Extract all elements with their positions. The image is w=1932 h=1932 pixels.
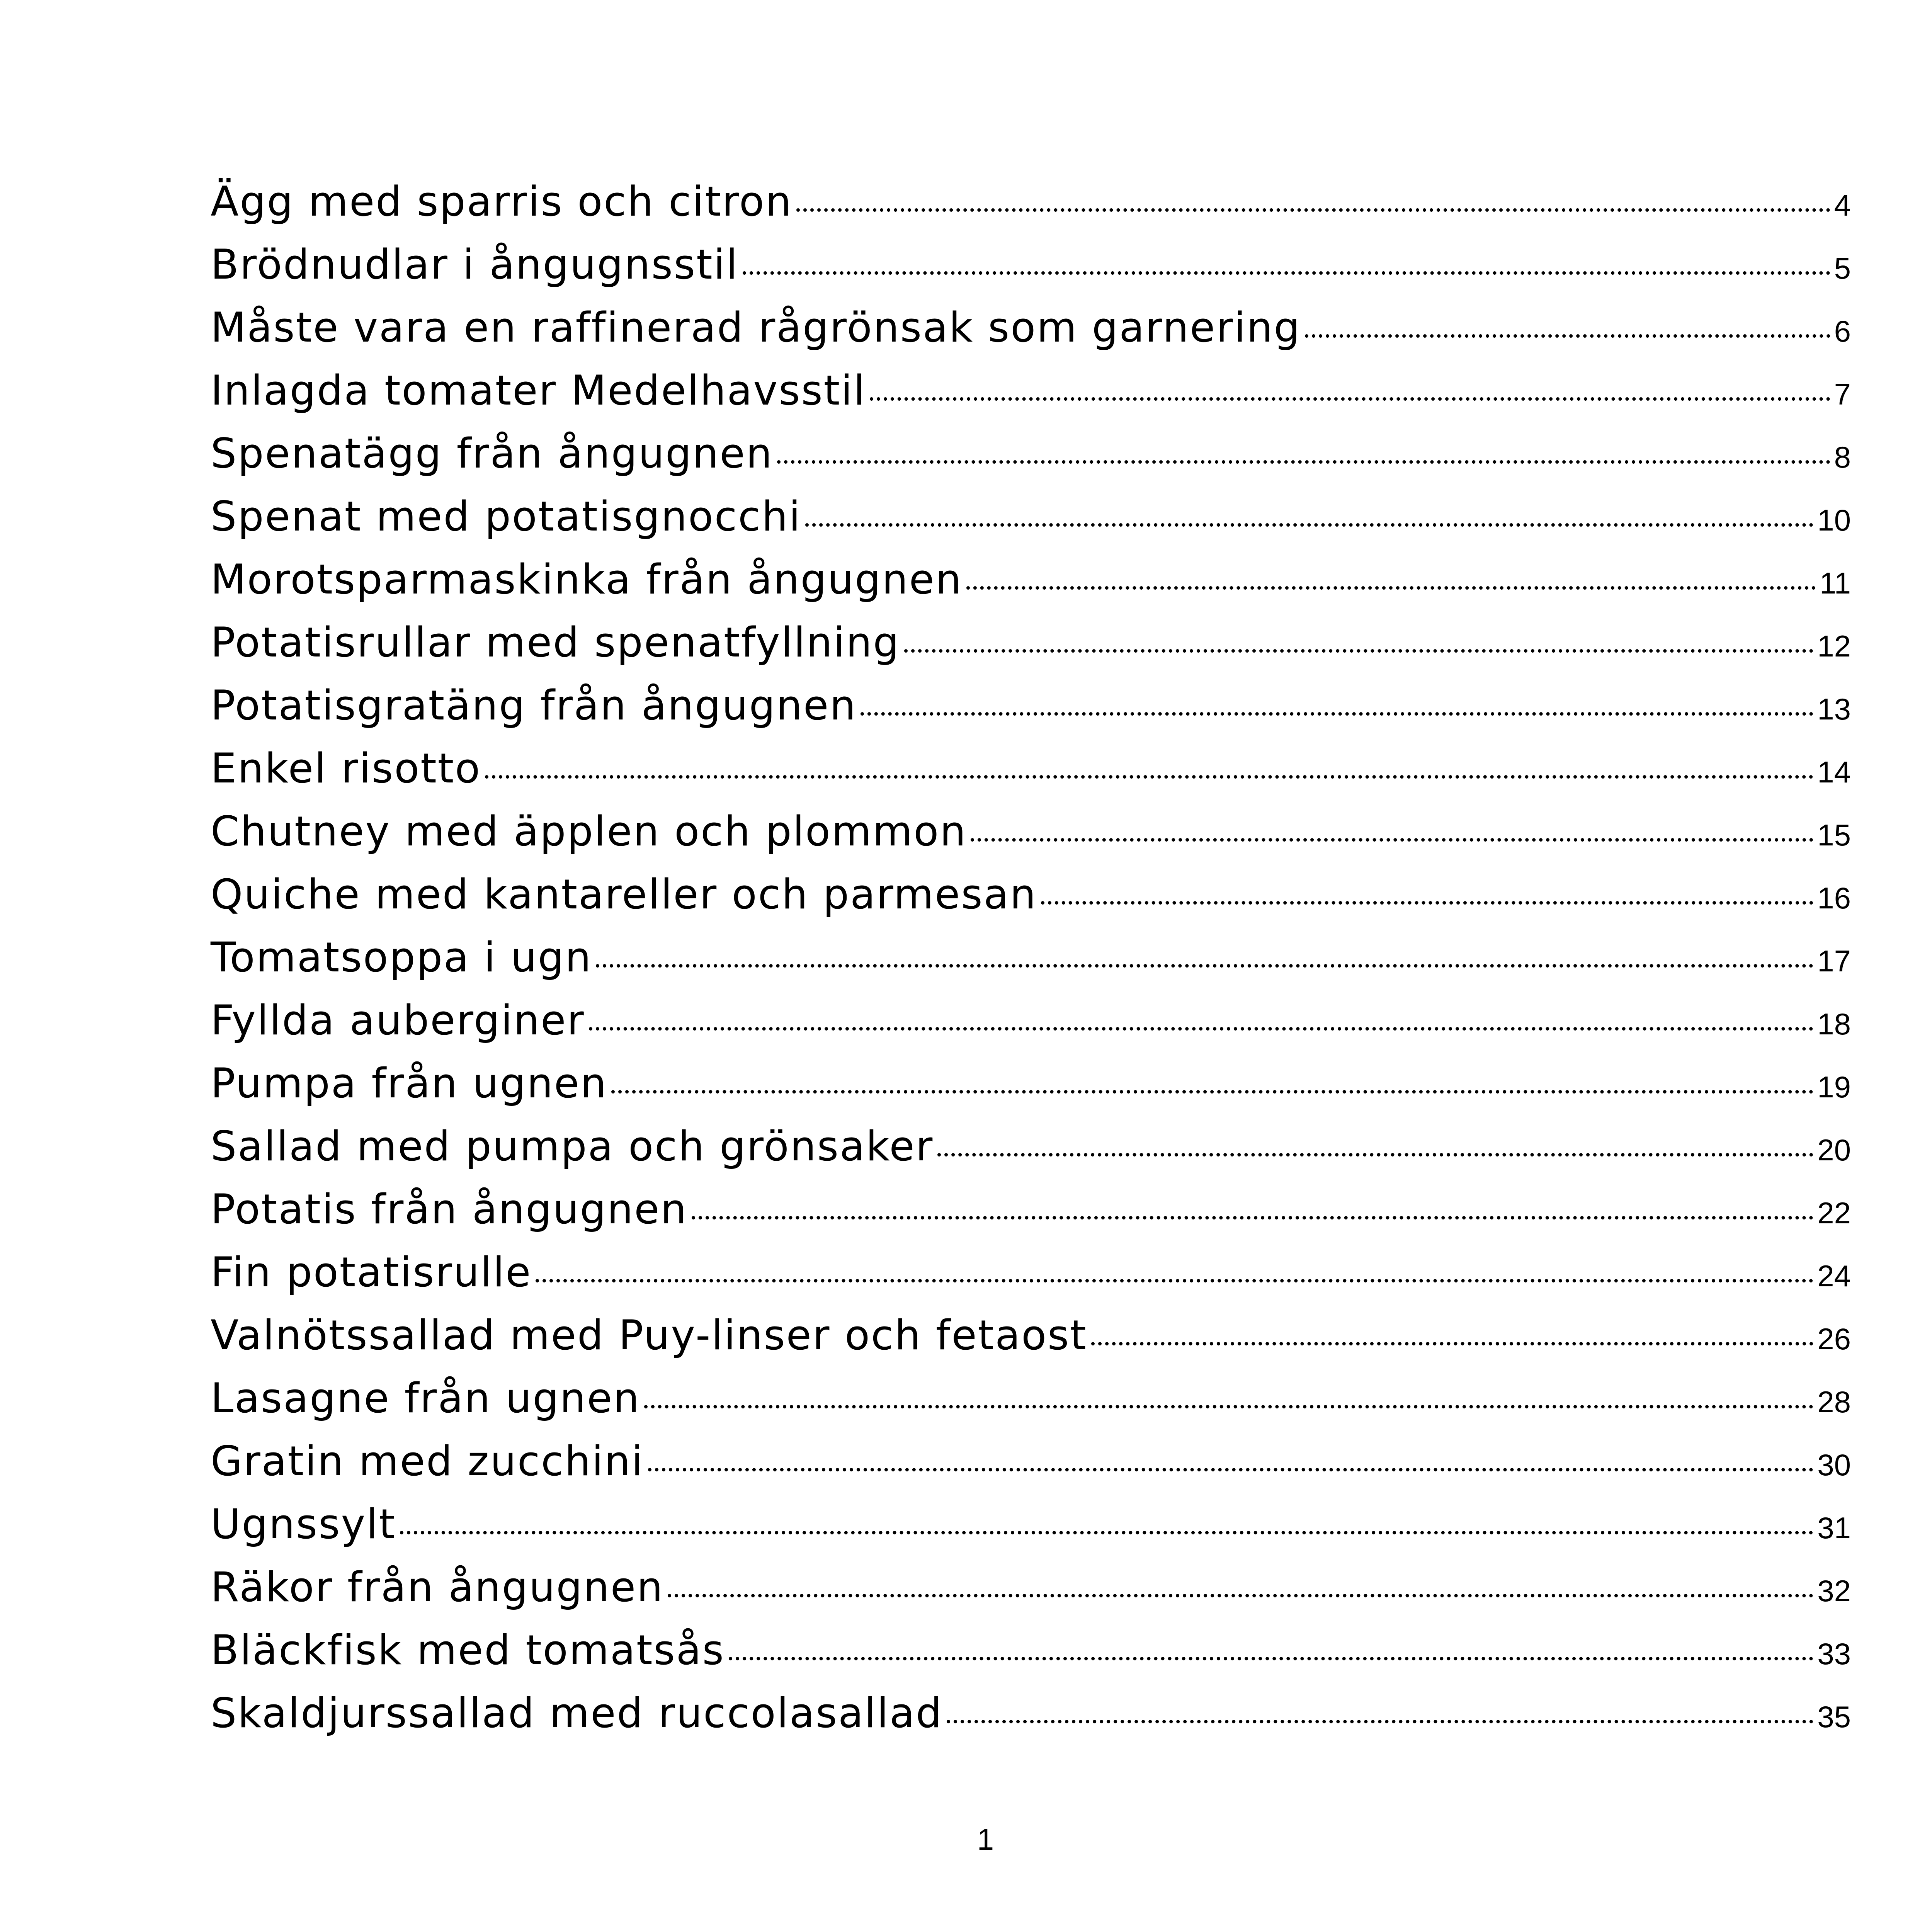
toc-entry-title: Morotsparmaskinka från ångugnen: [211, 556, 963, 603]
toc-entry-page-number: 17: [1817, 944, 1851, 978]
toc-entry-title: Enkel risotto: [211, 745, 481, 792]
toc-dot-leader: [947, 1720, 1813, 1723]
toc-dot-leader: [485, 775, 1813, 779]
toc-entry-page-number: 35: [1817, 1700, 1851, 1734]
toc-entry[interactable]: [211, 1311, 1851, 1374]
toc-entry-title: Quiche med kantareller och parmesan: [211, 871, 1037, 918]
toc-entry[interactable]: [211, 871, 1851, 934]
toc-entry[interactable]: [211, 1563, 1851, 1626]
toc-entry-title: Potatisgratäng från ångugnen: [211, 682, 857, 729]
toc-dot-leader: [904, 649, 1814, 653]
toc-dot-leader: [536, 1279, 1813, 1282]
toc-entry[interactable]: [211, 1500, 1851, 1563]
toc-entry[interactable]: [211, 493, 1851, 556]
toc-entry[interactable]: [211, 1437, 1851, 1500]
toc-entry-page-number: 16: [1817, 881, 1851, 915]
toc-entry-page-number: 11: [1820, 566, 1851, 600]
toc-dot-leader: [805, 523, 1813, 527]
toc-entry-title: Gratin med zucchini: [211, 1437, 644, 1485]
toc-entry-page-number: 24: [1817, 1259, 1851, 1293]
toc-entry[interactable]: [211, 619, 1851, 682]
toc-entry-page-number: 12: [1817, 629, 1851, 663]
toc-dot-leader: [729, 1657, 1813, 1660]
toc-entry-title: Potatis från ångugnen: [211, 1185, 688, 1233]
toc-dot-leader: [861, 712, 1813, 716]
toc-entry-page-number: 30: [1817, 1448, 1851, 1482]
toc-entry-page-number: 6: [1834, 314, 1851, 348]
toc-entry[interactable]: [211, 430, 1851, 493]
page-number: 1: [977, 1822, 994, 1856]
toc-entry[interactable]: [211, 241, 1851, 304]
toc-dot-leader: [611, 1090, 1813, 1094]
toc-entry[interactable]: [211, 1689, 1851, 1752]
toc-entry-page-number: 10: [1817, 503, 1851, 537]
toc-entry-page-number: 26: [1817, 1322, 1851, 1356]
toc-entry-page-number: 33: [1817, 1637, 1851, 1671]
toc-entry-page-number: 14: [1817, 755, 1851, 789]
toc-entry-title: Sallad med pumpa och grönsaker: [211, 1122, 934, 1170]
toc-dot-leader: [400, 1531, 1813, 1534]
toc-entry-title: Måste vara en raffinerad rågrönsak som garnering: [211, 304, 1301, 351]
toc-entry[interactable]: [211, 745, 1851, 808]
toc-dot-leader: [1041, 901, 1814, 905]
toc-dot-leader: [796, 208, 1830, 212]
toc-dot-leader: [777, 460, 1830, 464]
toc-entry-title: Potatisrullar med spenatfyllning: [211, 619, 900, 666]
toc-dot-leader: [870, 397, 1830, 401]
toc-entry-page-number: 5: [1834, 251, 1851, 285]
toc-dot-leader: [743, 271, 1830, 275]
toc-entry[interactable]: [211, 367, 1851, 430]
toc-entry-page-number: 13: [1817, 692, 1851, 726]
toc-entry-page-number: 32: [1817, 1574, 1851, 1608]
toc-entry-title: Brödnudlar i ångugnsstil: [211, 241, 739, 288]
toc-entry-title: Räkor från ångugnen: [211, 1563, 664, 1611]
toc-entry-title: Inlagda tomater Medelhavsstil: [211, 367, 866, 414]
toc-entry[interactable]: [211, 808, 1851, 871]
toc-dot-leader: [668, 1594, 1813, 1597]
toc-entry[interactable]: [211, 304, 1851, 367]
toc-entry-title: Bläckfisk med tomatsås: [211, 1626, 725, 1674]
toc-entry-title: Skaldjurssallad med ruccolasallad: [211, 1689, 943, 1737]
toc-dot-leader: [692, 1216, 1814, 1219]
toc-entry[interactable]: [211, 1374, 1851, 1437]
toc-dot-leader: [596, 964, 1813, 968]
toc-entry-title: Spenat med potatisgnocchi: [211, 493, 802, 540]
toc-entry[interactable]: [211, 682, 1851, 745]
toc-entry[interactable]: [211, 1185, 1851, 1248]
toc-dot-leader: [971, 838, 1813, 842]
table-of-contents: [211, 178, 1851, 1752]
toc-entry-page-number: 20: [1817, 1133, 1851, 1167]
toc-entry[interactable]: [211, 1060, 1851, 1122]
toc-entry[interactable]: [211, 178, 1851, 241]
toc-entry-title: Lasagne från ugnen: [211, 1374, 641, 1422]
toc-entry-title: Fin potatisrulle: [211, 1248, 532, 1296]
toc-entry-page-number: 31: [1817, 1511, 1851, 1545]
toc-entry[interactable]: [211, 1626, 1851, 1689]
toc-entry-title: Ägg med sparris och citron: [211, 178, 793, 225]
toc-entry-title: Fyllda auberginer: [211, 997, 585, 1044]
toc-dot-leader: [589, 1027, 1813, 1031]
toc-dot-leader: [644, 1405, 1813, 1408]
toc-entry-title: Tomatsoppa i ugn: [211, 934, 592, 981]
toc-dot-leader: [937, 1153, 1813, 1156]
toc-entry-page-number: 18: [1817, 1007, 1851, 1041]
toc-entry-page-number: 15: [1817, 818, 1851, 852]
toc-entry[interactable]: [211, 997, 1851, 1060]
toc-entry-page-number: 19: [1817, 1070, 1851, 1104]
toc-entry-title: Spenatägg från ångugnen: [211, 430, 773, 477]
toc-entry[interactable]: [211, 1122, 1851, 1185]
toc-entry-page-number: 22: [1817, 1196, 1851, 1230]
toc-dot-leader: [966, 586, 1816, 590]
toc-entry-page-number: 4: [1834, 188, 1851, 222]
toc-dot-leader: [648, 1468, 1814, 1471]
toc-dot-leader: [1091, 1342, 1813, 1345]
toc-entry-title: Ugnssylt: [211, 1500, 396, 1548]
toc-entry-page-number: 28: [1817, 1385, 1851, 1419]
toc-entry-page-number: 7: [1834, 377, 1851, 411]
toc-entry-title: Valnötssallad med Puy-linser och fetaost: [211, 1311, 1087, 1359]
toc-dot-leader: [1305, 334, 1830, 338]
toc-entry[interactable]: [211, 1248, 1851, 1311]
toc-entry[interactable]: [211, 934, 1851, 997]
toc-entry-title: Chutney med äpplen och plommon: [211, 808, 967, 855]
toc-entry-title: Pumpa från ugnen: [211, 1060, 608, 1107]
toc-entry-page-number: 8: [1834, 440, 1851, 474]
toc-entry[interactable]: [211, 556, 1851, 619]
